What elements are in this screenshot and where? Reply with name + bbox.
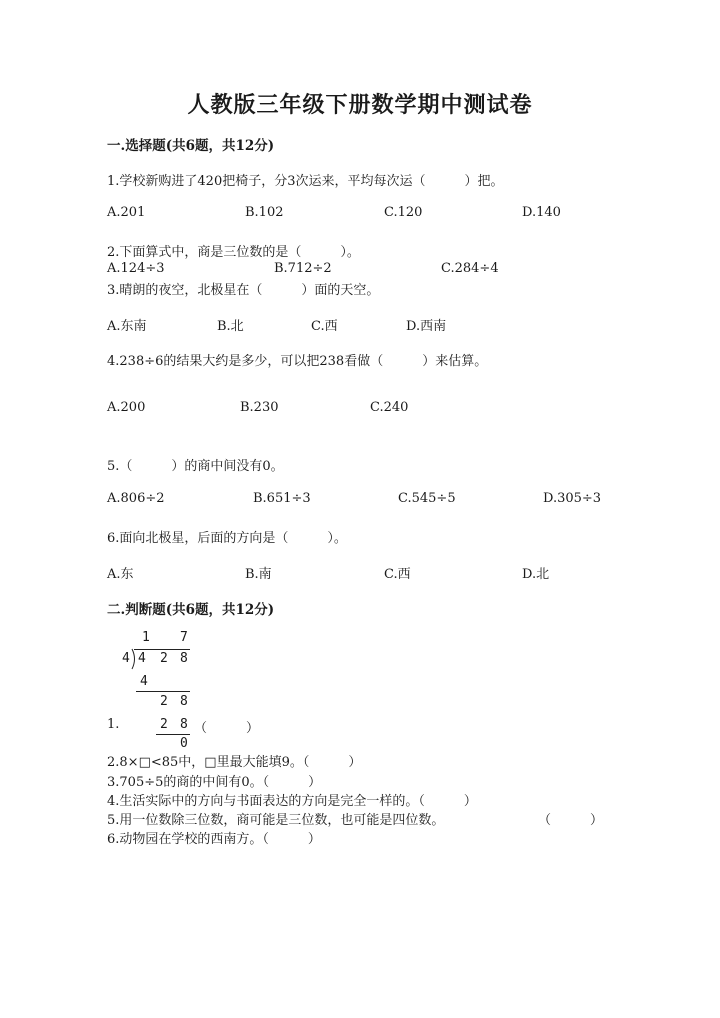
q4-option-b: B.230 — [240, 400, 279, 415]
q2-option-a: A.124÷3 — [107, 261, 165, 276]
q3-option-c: C.西 — [311, 319, 338, 334]
q6-option-a: A.东 — [107, 567, 134, 582]
q3-option-a: A.东南 — [107, 319, 147, 334]
question-2: 2.下面算式中，商是三位数的是（ ）。 — [107, 245, 360, 260]
step-line — [136, 691, 190, 692]
q3-option-b: B.北 — [217, 319, 244, 334]
step-digit: 8 — [180, 694, 188, 709]
q5-option-d: D.305÷3 — [543, 491, 602, 506]
q6-option-d: D.北 — [522, 567, 550, 582]
step-digit: 2 — [160, 694, 168, 709]
q5-option-c: C.545÷5 — [398, 491, 456, 506]
dividend-digit: 8 — [180, 651, 188, 666]
judgement-4: 4.生活实际中的方向与书面表达的方向是完全一样的。（ ） — [107, 794, 477, 809]
page-title: 人教版三年级下册数学期中测试卷 — [187, 92, 533, 118]
q1-option-a: A.201 — [107, 205, 146, 220]
question-4: 4.238÷6的结果大约是多少，可以把238看做（ ）来估算。 — [107, 354, 488, 369]
section-heading-judgement: 二.判断题(共6题，共12分) — [107, 602, 275, 618]
judgement-5: 5.用一位数除三位数，商可能是三位数，也可能是四位数。 — [107, 813, 445, 828]
judgement-6: 6.动物园在学校的西南方。（ ） — [107, 832, 321, 847]
q2-option-b: B.712÷2 — [274, 261, 332, 276]
dividend-digit: 4 — [138, 651, 146, 666]
q6-option-b: B.南 — [245, 567, 272, 582]
question-5: 5.（ ）的商中间没有0。 — [107, 459, 284, 474]
q4-option-c: C.240 — [370, 400, 409, 415]
q5-option-b: B.651÷3 — [253, 491, 311, 506]
question-3: 3.晴朗的夜空，北极星在（ ）面的天空。 — [107, 283, 380, 298]
q3-option-d: D.西南 — [406, 319, 447, 334]
step-digit: 8 — [180, 717, 188, 732]
long-division-figure — [118, 630, 198, 750]
section-heading-choice: 一.选择题(共6题，共12分) — [107, 138, 275, 154]
q1-option-b: B.102 — [245, 205, 284, 220]
question-6: 6.面向北极星，后面的方向是（ ）。 — [107, 531, 347, 546]
step-line — [156, 734, 190, 735]
q2-option-c: C.284÷4 — [441, 261, 499, 276]
judgement-2: 2.8×□<85中，□里最大能填9。（ ） — [107, 755, 362, 770]
question-1: 1.学校新购进了420把椅子，分3次运来，平均每次运（ ）把。 — [107, 174, 504, 189]
q1-option-c: C.120 — [384, 205, 423, 220]
division-bracket-icon — [130, 648, 138, 670]
dividend-digit: 2 — [160, 651, 168, 666]
step-digit: 2 — [160, 717, 168, 732]
divisor: 4 — [122, 651, 130, 666]
q6-option-c: C.西 — [384, 567, 411, 582]
division-bar — [134, 649, 190, 650]
remainder-digit: 0 — [180, 736, 188, 751]
q1-option-d: D.140 — [522, 205, 561, 220]
step-digit: 4 — [140, 674, 148, 689]
q4-option-a: A.200 — [107, 400, 146, 415]
q5-option-a: A.806÷2 — [107, 491, 165, 506]
judgement-3: 3.705÷5的商的中间有0。（ ） — [107, 775, 322, 790]
quotient-digit: 7 — [180, 630, 188, 645]
quotient-digit: 1 — [142, 630, 150, 645]
judgement-1-bracket: （ ） — [194, 721, 260, 736]
judgement-1-number: 1. — [107, 717, 120, 732]
judgement-5-bracket: （ ） — [538, 813, 604, 828]
